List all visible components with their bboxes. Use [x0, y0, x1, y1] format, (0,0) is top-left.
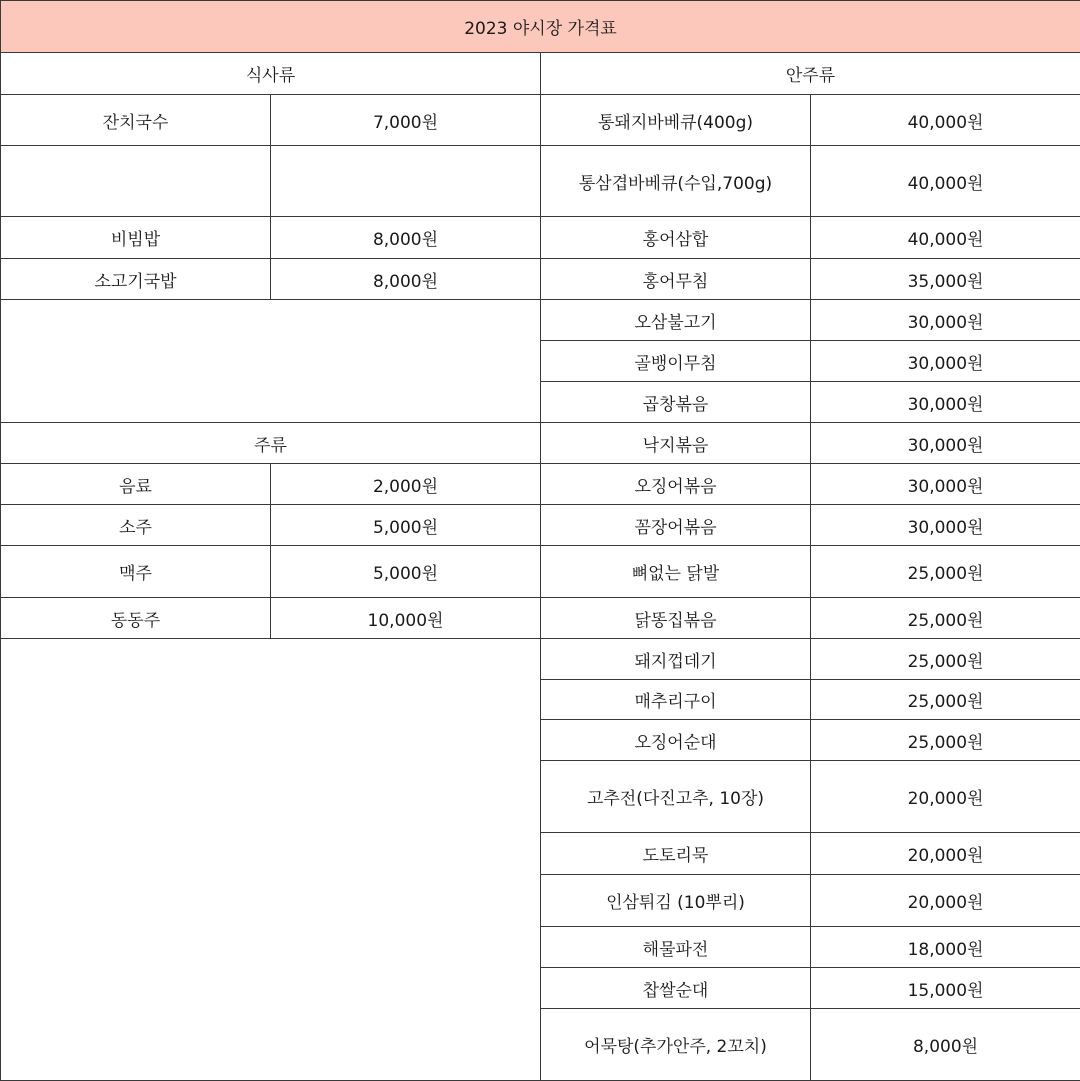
side-name: 뼈없는 닭발: [541, 546, 811, 598]
side-price: 40,000원: [811, 146, 1080, 217]
side-price: 20,000원: [811, 833, 1080, 875]
drink-price: 5,000원: [271, 505, 541, 546]
section-header-drink: 주류: [1, 423, 541, 464]
section-header-meal: 식사류: [1, 53, 541, 95]
side-name: 곱창볶음: [541, 382, 811, 423]
drink-price: 2,000원: [271, 464, 541, 505]
side-name: 어묵탕(추가안주, 2꼬치): [541, 1009, 811, 1081]
side-name: 낙지볶음: [541, 423, 811, 464]
side-name: 골뱅이무침: [541, 341, 811, 382]
side-name: 오징어순대: [541, 720, 811, 761]
title-row: [1, 1, 1080, 53]
side-price: 8,000원: [811, 1009, 1080, 1081]
drink-name: 맥주: [1, 546, 271, 598]
empty-cell: [271, 146, 541, 217]
side-price: 30,000원: [811, 341, 1080, 382]
side-price: 30,000원: [811, 300, 1080, 341]
drink-name: 소주: [1, 505, 271, 546]
side-name: 홍어무침: [541, 259, 811, 300]
meal-name: 잔치국수: [1, 95, 271, 146]
drink-price: 10,000원: [271, 598, 541, 639]
side-name: 꼼장어볶음: [541, 505, 811, 546]
side-name: 닭똥집볶음: [541, 598, 811, 639]
side-name: 찹쌀순대: [541, 968, 811, 1009]
meal-name: 비빔밥: [1, 217, 271, 259]
side-price: 25,000원: [811, 639, 1080, 680]
side-price: 15,000원: [811, 968, 1080, 1009]
page-title: 2023 야시장 가격표: [1, 1, 1080, 53]
side-name: 해물파전: [541, 927, 811, 968]
side-price: 30,000원: [811, 505, 1080, 546]
side-price: 25,000원: [811, 598, 1080, 639]
side-price: 40,000원: [811, 95, 1080, 146]
side-name: 돼지껍데기: [541, 639, 811, 680]
side-name: 인삼튀김 (10뿌리): [541, 875, 811, 927]
side-name: 고추전(다진고추, 10장): [541, 761, 811, 833]
meal-name: 소고기국밥: [1, 259, 271, 300]
side-name: 홍어삼합: [541, 217, 811, 259]
side-name: 통돼지바베큐(400g): [541, 95, 811, 146]
drink-price: 5,000원: [271, 546, 541, 598]
section-header-side: 안주류: [541, 53, 1080, 95]
meal-price: 8,000원: [271, 217, 541, 259]
table-row: [1, 546, 1080, 598]
table-row: [1, 217, 1080, 259]
table-row: [1, 300, 1080, 341]
side-price: 35,000원: [811, 259, 1080, 300]
meal-price: 7,000원: [271, 95, 541, 146]
side-price: 20,000원: [811, 761, 1080, 833]
drink-name: 동동주: [1, 598, 271, 639]
drink-name: 음료: [1, 464, 271, 505]
table-row: [1, 464, 1080, 505]
table-row: [1, 505, 1080, 546]
side-price: 30,000원: [811, 423, 1080, 464]
table-row: [1, 598, 1080, 639]
empty-cell: [1, 146, 271, 217]
side-price: 30,000원: [811, 382, 1080, 423]
section-header-row: [1, 53, 1080, 95]
side-name: 도토리묵: [541, 833, 811, 875]
side-name: 오징어볶음: [541, 464, 811, 505]
side-price: 20,000원: [811, 875, 1080, 927]
meal-price: 8,000원: [271, 259, 541, 300]
table-row: [1, 423, 1080, 464]
table-row: [1, 146, 1080, 217]
side-price: 25,000원: [811, 680, 1080, 720]
side-name: 오삼불고기: [541, 300, 811, 341]
table-row: [1, 259, 1080, 300]
side-price: 18,000원: [811, 927, 1080, 968]
side-name: 통삼겹바베큐(수입,700g): [541, 146, 811, 217]
empty-block: [1, 639, 541, 1081]
table-row: [1, 95, 1080, 146]
side-price: 30,000원: [811, 464, 1080, 505]
table-row: [1, 639, 1080, 680]
side-price: 25,000원: [811, 720, 1080, 761]
side-name: 매추리구이: [541, 680, 811, 720]
side-price: 25,000원: [811, 546, 1080, 598]
empty-block: [1, 300, 541, 423]
side-price: 40,000원: [811, 217, 1080, 259]
